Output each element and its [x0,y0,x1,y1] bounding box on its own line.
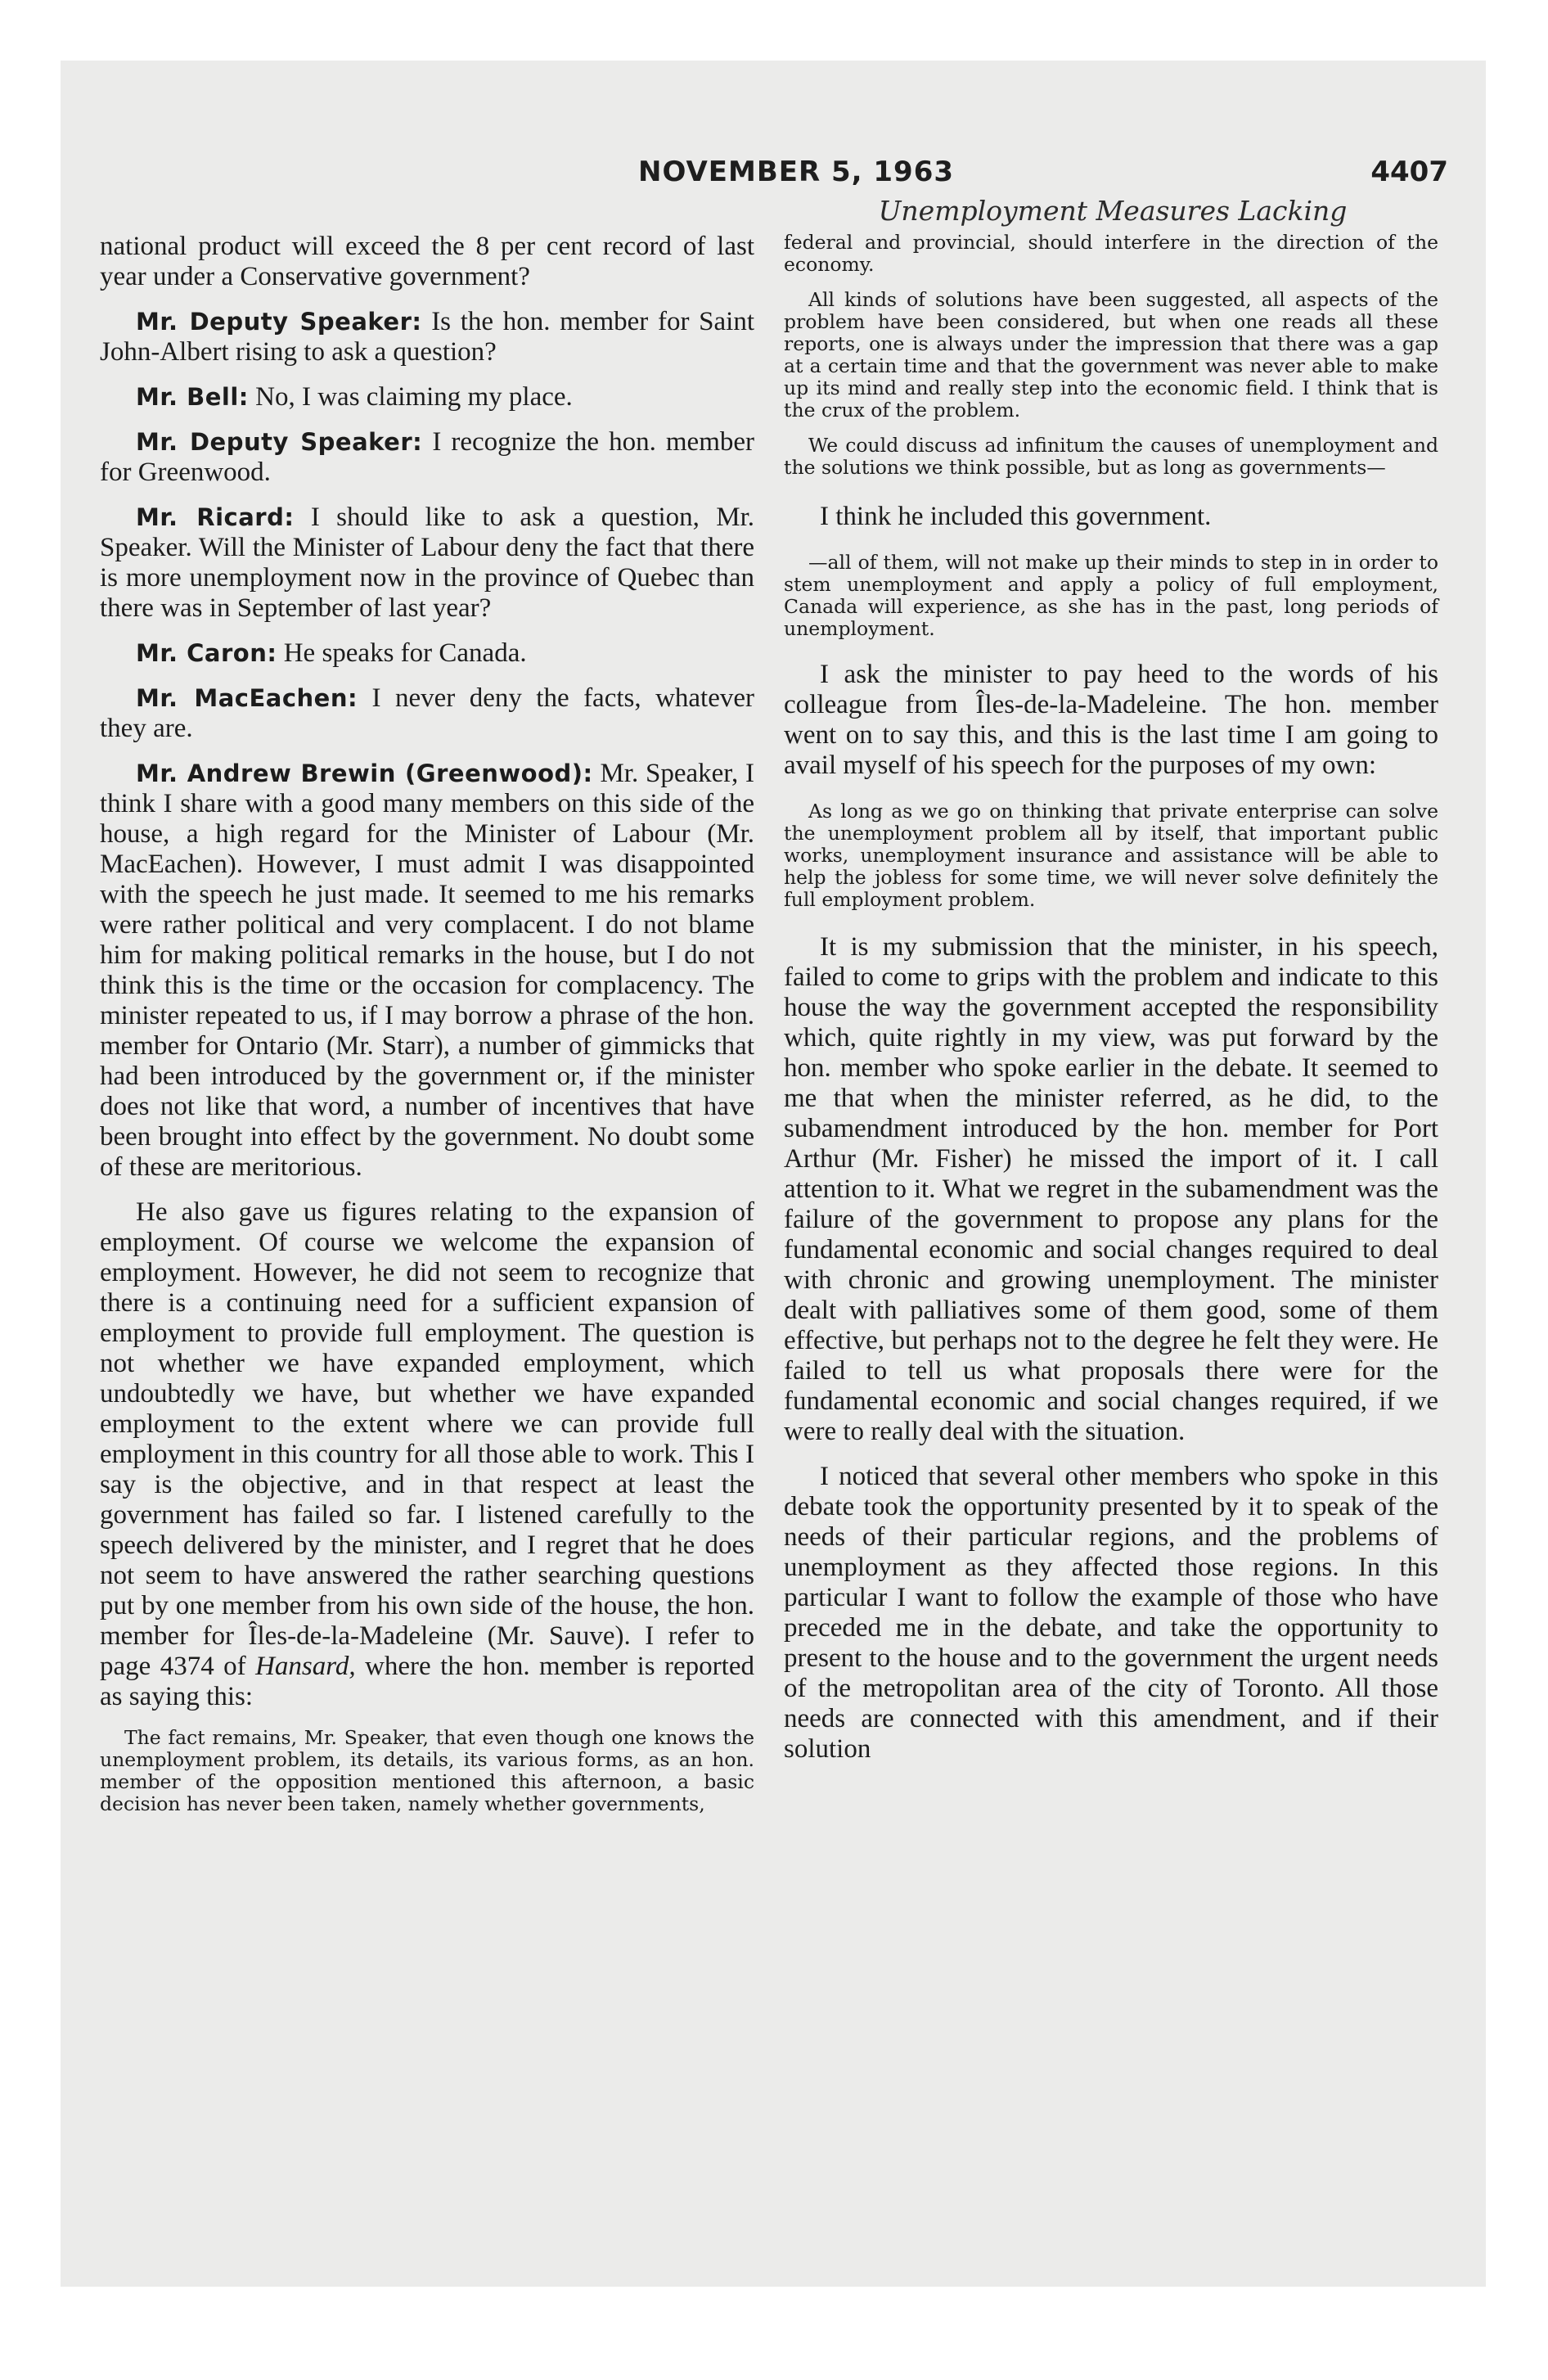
hansard-reference: Hansard, [255,1652,356,1681]
speech-text: I never deny the facts, whatever they are. [100,683,754,743]
speaker-name: Mr. Caron: [136,639,277,667]
paragraph [100,638,754,669]
left-column [100,232,754,1828]
quoted-passage: —all of them, will not make up their minds to step in in order to stem unemployment and apply a policy of full employment, Canada will experience, as she has in the past, long periods of unemployment. [784,551,1438,640]
paragraph [100,503,754,624]
speaker-name: Mr. MacEachen: [136,684,358,712]
paragraph [100,427,754,488]
page-number: 4407 [1370,156,1448,188]
speech-text: No, I was claiming my place. [248,382,573,412]
paragraph: national product will exceed the 8 per cent record of last year under a Conservative government? [100,232,754,291]
speaker-name: Mr. Andrew Brewin (Greenwood): [136,760,593,787]
speech-text: He speaks for Canada. [277,638,527,668]
right-column [784,232,1438,1779]
quoted-passage: As long as we go on thinking that private enterprise can solve the unemployment problem all by itself, that important public works, unemployment insurance and assistance will be able to help the jobless for some time, we will never solve definitely the full employment problem. [784,800,1438,911]
paragraph [100,382,754,412]
paragraph [100,1197,754,1712]
speech-text: where the hon. member is reported as saying this: [100,1652,754,1711]
paragraph: I think he included this government. [820,502,1212,531]
paragraph: It is my submission that the minister, in his speech, failed to come to grips with the problem and indicate to this house the way the government accepted the responsibility which, quite rightly in my view, was put forward by the hon. member who spoke earlier in the debate. It seemed to me that when the minister referred, as he did, to the subamendment introduced by the hon. member for Port Arthur (Mr. Fisher) he missed the import of it. I call attention to it. What we regret in the subamendment was the failure of the government to propose any plans for the fundamental economic and social changes required to deal with chronic and growing unemployment. The minister dealt with palliatives some of them good, some of them effective, but perhaps not to the degree he felt they were. He failed to tell us what proposals there were for the fundamental economic and social changes required, if we were to really deal with the situation. [784,932,1438,1446]
paragraph [100,683,754,744]
paragraph [100,307,754,367]
quoted-passage: The fact remains, Mr. Speaker, that even though one knows the unemployment problem, its details, its various forms, as an hon. member of the opposition mentioned this afternoon, a basic decision has never been taken, namely whether governments, [100,1726,754,1815]
quoted-passage: We could discuss ad infinitum the causes of unemployment and the solutions we think possible, but as long as governments— [784,434,1438,479]
quoted-passage: federal and provincial, should interfere in the direction of the economy. [784,231,1438,276]
speech-text: I recognize the hon. member for Greenwood. [100,427,755,487]
paragraph [100,759,754,1183]
paragraph: I ask the minister to pay heed to the words of his colleague from Îles-de-la-Madeleine. The hon. member went on to say this, and this is the last time I am going to avail myself of his speech for the purposes of my own: [784,660,1438,780]
section-title: Unemployment Measures Lacking [878,195,1348,227]
speech-text: I should like to ask a question, Mr. Speaker. Will the Minister of Labour deny the fact that there is more unemployment now in the province of Quebec than there was in September of last year? [100,503,754,623]
speaker-name: Mr. Bell: [136,383,249,411]
speech-text: Is the hon. member for Saint John-Albert rising to ask a question? [100,307,754,367]
speaker-name: Mr. Deputy Speaker: [136,308,422,336]
quoted-passage: All kinds of solutions have been suggested, all aspects of the problem have been considered, but when one reads all these reports, one is always under the impression that there was a gap at a certain time and that the government was never able to make up its mind and really step into the economic field. I think that is the crux of the problem. [784,288,1438,421]
speaker-name: Mr. Deputy Speaker: [136,428,423,456]
header-date: NOVEMBER 5, 1963 [638,156,955,188]
paragraph: I noticed that several other members who spoke in this debate took the opportunity presented by it to speak of the needs of their particular regions, and the problems of unemployment as they affected those regions. In this particular I want to follow the example of those who have preceded me in the debate, and take the opportunity to present to the house and to the government the urgent needs of the metropolitan area of the city of Toronto. All those needs are connected with this amendment, and if their solution [784,1462,1438,1764]
speech-text: He also gave us figures relating to the expansion of employment. Of course we welcome the expansion of employment. However, he did not seem to recognize that there is a continuing need for a sufficient expansion of employment to provide full employment. The question is not whether we have expanded employment, which undoubtedly we have, but whether we have expanded employment to the extent where we can provide full employment in this country for all those able to work. This I say is the objective, and in that respect at least the government has failed so far. I listened carefully to the speech delivered by the minister, and I regret that he does not seem to have answered the rather searching questions put by one member from his own side of the house, the hon. member for Îles-de-la-Madeleine (Mr. Sauve). I refer to page 4374 of [100,1197,754,1681]
speech-text: Mr. Speaker, I think I share with a good many members on this side of the house, a high regard for the Minister of Labour (Mr. MacEachen). However, I must admit I was disappointed with the speech he just made. It seemed to me his remarks were rather political and very complacent. I do not blame him for making political remarks in the house, but I do not think this is the time or the occasion for complacency. The minister repeated to us, if I may borrow a phrase of the hon. member for Ontario (Mr. Starr), a number of gimmicks that had been introduced by the government or, if the minister does not like that word, a number of incentives that have been brought into effect by the government. No doubt some of these are meritorious. [100,759,755,1182]
speaker-name: Mr. Ricard: [136,503,295,531]
